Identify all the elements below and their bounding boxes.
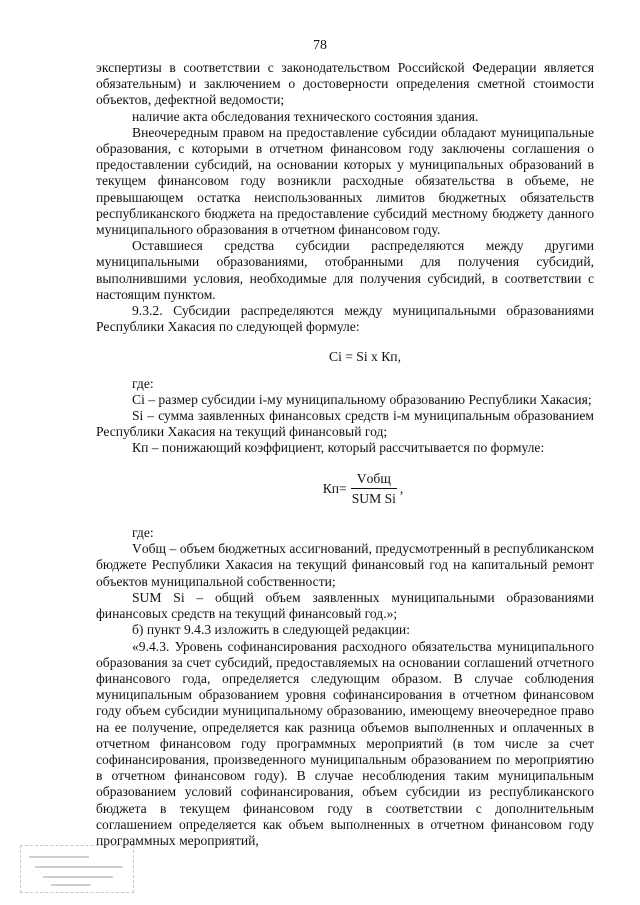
formula-kp-lhs: Кп= (322, 480, 347, 496)
paragraph: Кп – понижающий коэффициент, который рассчитывается по формуле: (132, 440, 545, 456)
paragraph: б) пункт 9.4.3 изложить в следующей редакции: (132, 622, 410, 638)
formula-kp-fraction (348, 471, 400, 507)
faint-stamp-mark (20, 845, 134, 893)
paragraph: где: (132, 375, 154, 391)
document-body (96, 60, 594, 849)
paragraph: Внеочередным правом на предоставление субсидии обладают муниципальные образования, с которыми в отчетном финансовом году заключены соглашения о предоставлении субсидий, на основании которых у муниципальных образований в текущем финансовом году возникли расходные обязательства в объеме, не превышающем остатка неиспользованных лимитов бюджетных обязательств республиканского бюджета на предоставление субсидий местному бюджету данного муниципального образования в отчетном финансовом году. (96, 124, 594, 238)
formula-kp-denominator: SUM Si (351, 490, 396, 506)
paragraph: наличие акта обследования технического состояния здания. (132, 108, 479, 124)
page-number: 78 (313, 38, 327, 53)
paragraph: где: (132, 525, 154, 541)
formula-kp-numerator: Vобщ (351, 471, 397, 489)
formula-ci: Ci = Si x Кп, (329, 349, 401, 365)
paragraph: экспертизы в соответствии с законодательством Российской Федерации является обязательным) и заключением о достоверности определения сметной стоимости объектов, дефектной ведомости; (96, 60, 594, 108)
paragraph: Ci – размер субсидии i-му муниципальному образованию Республики Хакасия; (132, 391, 592, 407)
formula-kp-suffix: , (399, 480, 404, 496)
paragraph: Si – сумма заявленных финансовых средств i-м муниципальным образованием Республики Хакасия на текущий финансовый год; (96, 408, 594, 440)
paragraph: Vобщ – объем бюджетных ассигнований, предусмотренный в республиканском бюджете Республики Хакасия на текущий финансовый год на капитальный ремонт объектов муниципальной собственности; (96, 541, 594, 589)
paragraph: Оставшиеся средства субсидии распределяются между другими муниципальными образованиями, отобранными для получения субсидий, выполнившими условия, необходимые для получения субсидий, в соответствии с настоящим пунктом. (96, 238, 594, 302)
paragraph: «9.4.3. Уровень софинансирования расходного обязательства муниципального образования за счет субсидий, предоставляемых на основании соглашений отчетного финансового года, определяется следующим образом. В случае соблюдения муниципальным образованием уровня софинансирования в отчетном финансовом году объем субсидии муниципальному образованию, имеющему внеочередное право на ее получение, определяется как разница объемов выполненных и оплаченных в отчетном финансовом году программных мероприятий (в том числе за счет софинансирования, произведенного муниципальным образованием по мероприятию в отчетном финансовом году). В случае несоблюдения таким муниципальным образованием условий софинансирования, объем субсидии из республиканского бюджета в текущем финансовом году в соответствии с дополнительным соглашением определяется как объем выполненных в отчетном финансовом году программных мероприятий, (96, 638, 594, 848)
paragraph: 9.3.2. Субсидии распределяются между муниципальными образованиями Республики Хакасия по следующей формуле: (96, 303, 594, 335)
formula-kp (96, 471, 594, 507)
paragraph: SUM Si – общий объем заявленных муниципальными образованиями финансовых средств на текущий финансовый год.»; (96, 589, 594, 622)
